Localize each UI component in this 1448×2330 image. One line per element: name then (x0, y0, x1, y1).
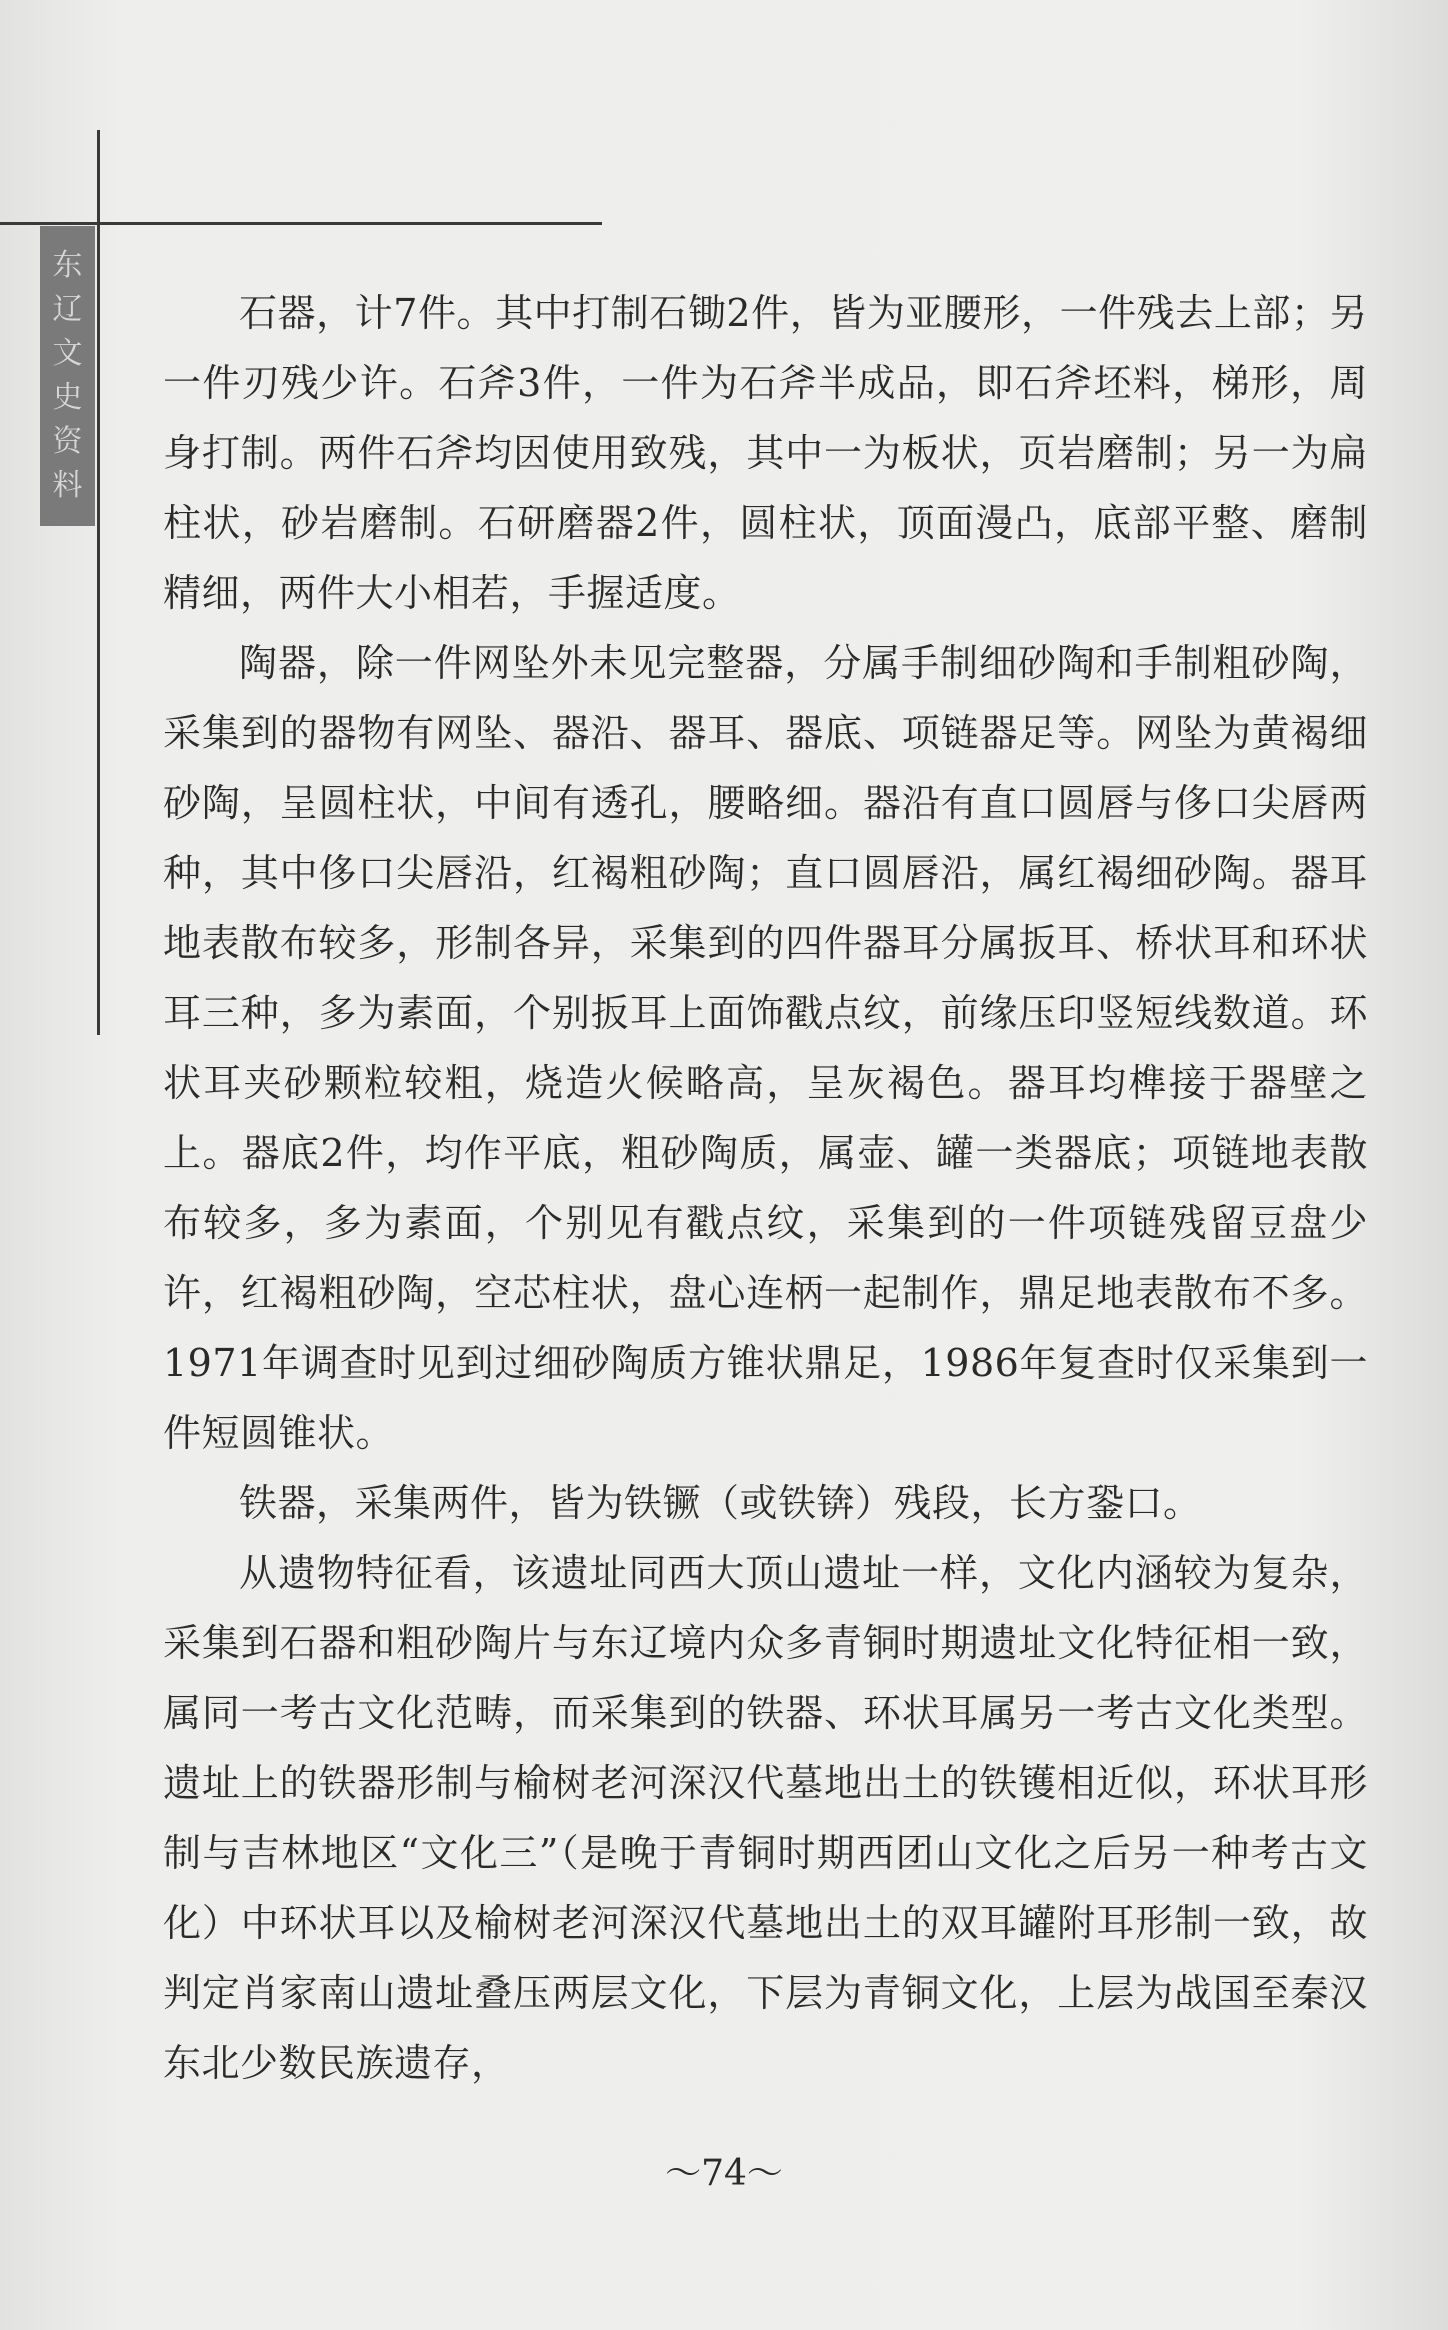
paragraph-analysis: 从遗物特征看，该遗址同西大顶山遗址一样，文化内涵较为复杂，采集到石器和粗砂陶片与东辽境内众多青铜时期遗址文化特征相一致，属同一考古文化范畴，而采集到的铁器、环状耳属另一考古文化类型。遗址上的铁器形制与榆树老河深汉代墓地出土的铁镬相近似，环状耳形制与吉林地区“文化三”（是晚于青铜时期西团山文化之后另一种考古文化）中环状耳以及榆树老河深汉代墓地出土的双耳罐附耳形制一致，故判定肖家南山遗址叠压两层文化，下层为青铜文化，上层为战国至秦汉东北少数民族遗存， (163, 1551, 1368, 2085)
paragraph-stone-tools: 石器，计7件。其中打制石锄2件，皆为亚腰形，一件残去上部；另一件刃残少许。石斧3件，一件为石斧半成品，即石斧坯料，梯形，周身打制。两件石斧均因使用致残，其中一为板状，页岩磨制；另一为扁柱状，砂岩磨制。石研磨器2件，圆柱状，顶面漫凸，底部平整、磨制精细，两件大小相若，手握适度。 (163, 291, 1368, 615)
paragraph-iron-tools: 铁器，采集两件，皆为铁镢（或铁锛）残段，长方銎口。 (239, 1481, 1202, 1525)
page-number: ～74～ (665, 2153, 783, 2194)
vertical-rule (97, 130, 100, 1035)
sidebar-series-label (40, 226, 95, 526)
sidebar-char: 资 (52, 424, 83, 459)
sidebar-char: 史 (52, 380, 83, 415)
sidebar-char: 料 (52, 468, 83, 503)
sidebar-char: 文 (52, 336, 83, 371)
sidebar-char: 辽 (52, 292, 83, 327)
paragraph-pottery: 陶器，除一件网坠外未见完整器，分属手制细砂陶和手制粗砂陶，采集到的器物有网坠、器沿、器耳、器底、项链器足等。网坠为黄褐细砂陶，呈圆柱状，中间有透孔，腰略细。器沿有直口圆唇与侈口尖唇两种，其中侈口尖唇沿，红褐粗砂陶；直口圆唇沿，属红褐细砂陶。器耳地表散布较多，形制各异，采集到的四件器耳分属扳耳、桥状耳和环状耳三种，多为素面，个别扳耳上面饰戳点纹，前缘压印竖短线数道。环状耳夹砂颗粒较粗，烧造火候略高，呈灰褐色。器耳均榫接于器壁之上。器底2件，均作平底，粗砂陶质，属壶、罐一类器底；项链地表散布较多，多为素面，个别见有戳点纹，采集到的一件项链残留豆盘少许，红褐粗砂陶，空芯柱状，盘心连柄一起制作，鼎足地表散布不多。1971年调查时见到过细砂陶质方锥状鼎足，1986年复查时仅采集到一件短圆锥状。 (163, 641, 1368, 1455)
horizontal-rule (0, 222, 602, 225)
body-text (163, 278, 1368, 2098)
sidebar-char: 东 (52, 248, 83, 283)
